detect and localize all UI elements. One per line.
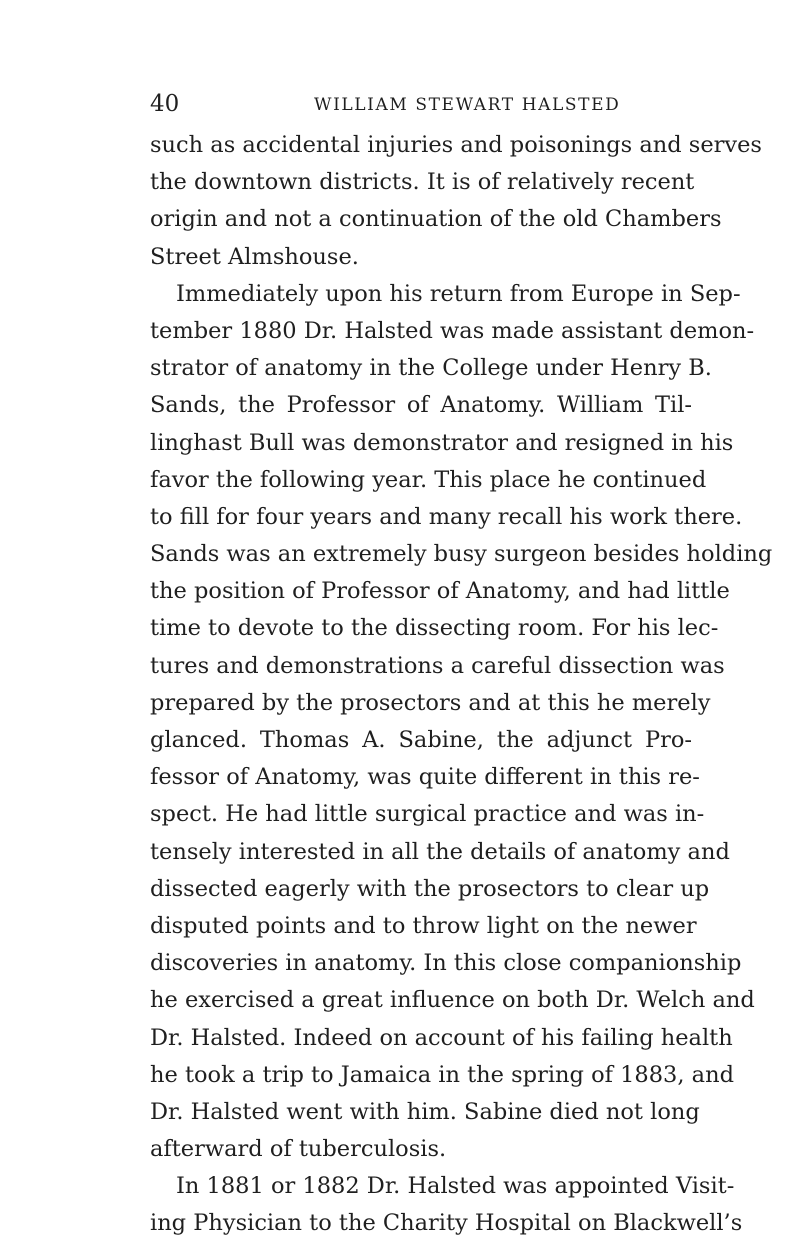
text-line: to fill for four years and many recall his work there. xyxy=(150,503,743,530)
text-line: glanced. Thomas A. Sabine, the adjunct Pro- xyxy=(150,727,692,753)
text-line: spect. He had little surgical practice and was in- xyxy=(150,801,705,828)
text-line: ing Physician to the Charity Hospital on Blackwell’s xyxy=(150,1210,743,1237)
text-line: Sands, the Professor of Anatomy. William Til- xyxy=(150,392,692,419)
text-line: Sands was an extremely busy surgeon besides holding xyxy=(150,541,773,568)
text-line: origin and not a continuation of the old Chambers xyxy=(150,206,722,233)
text-line: Street Almshouse. xyxy=(150,243,359,270)
body-text xyxy=(150,127,773,1243)
running-title: WILLIAM STEWART HALSTED xyxy=(314,95,621,115)
text-line: the downtown districts. It is of relatively recent xyxy=(150,169,695,196)
text-line: afterward of tuberculosis. xyxy=(150,1136,447,1163)
text-line: time to devote to the dissecting room. For his lec- xyxy=(150,615,719,642)
text-line: Dr. Halsted. Indeed on account of his failing health xyxy=(150,1024,733,1051)
text-line: fessor of Anatomy, was quite different in this re- xyxy=(150,764,700,791)
text-line: favor the following year. This place he continued xyxy=(150,466,707,493)
text-line: he exercised a great influence on both Dr. Welch and xyxy=(150,987,755,1014)
text-line: tensely interested in all the details of anatomy and xyxy=(150,838,730,865)
text-line: such as accidental injuries and poisonings and serves xyxy=(150,132,762,158)
text-line: he took a trip to Jamaica in the spring of 1883, and xyxy=(150,1061,734,1088)
text-line: disputed points and to throw light on the newer xyxy=(150,912,697,939)
text-line: tures and demonstrations a careful dissection was xyxy=(150,652,725,679)
text-line: strator of anatomy in the College under Henry B. xyxy=(150,355,712,382)
text-line: dissected eagerly with the prosectors to clear up xyxy=(150,875,710,902)
text-line: the position of Professor of Anatomy, and had little xyxy=(150,578,730,605)
text-line: tember 1880 Dr. Halsted was made assistant demon- xyxy=(150,317,755,344)
text-line: In 1881 or 1882 Dr. Halsted was appointed Visit- xyxy=(176,1173,735,1200)
text-line: linghast Bull was demonstrator and resigned in his xyxy=(150,429,734,456)
running-head xyxy=(150,88,692,120)
text-line: Immediately upon his return from Europe in Sep- xyxy=(176,280,741,307)
text-line: Dr. Halsted went with him. Sabine died not long xyxy=(150,1098,700,1125)
page-number: 40 xyxy=(150,91,180,117)
text-line: prepared by the prosectors and at this he merely xyxy=(150,689,711,716)
text-line: discoveries in anatomy. In this close companionship xyxy=(150,950,742,977)
